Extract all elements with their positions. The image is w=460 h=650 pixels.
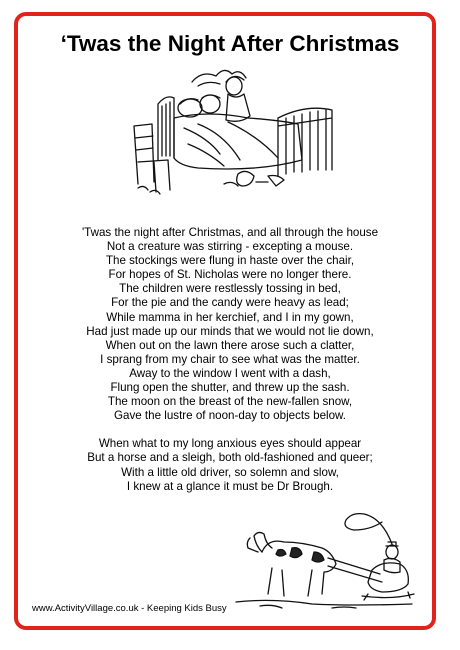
stanza-2 (0, 437, 460, 493)
poem-line: 'Twas the night after Christmas, and all through the house (81, 226, 379, 239)
poem-line: But a horse and a sleigh, both old-fashioned and queer; (87, 451, 373, 465)
poem-line: The stockings were flung in haste over the chair, (105, 254, 355, 268)
poem-line: For the pie and the candy were heavy as lead; (111, 296, 349, 310)
poem-line: Had just made up our minds that we would not lie down, (86, 324, 374, 338)
poem-line: For hopes of St. Nicholas were no longer there. (108, 268, 352, 282)
poem-line: The moon on the breast of the new-fallen snow, (107, 395, 353, 409)
horse-and-sleigh-illustration (232, 508, 416, 610)
poem-title: ‘Twas the Night After Christmas (60, 31, 400, 56)
poem-line: I sprang from my chair to see what was the matter. (100, 352, 360, 366)
poem-line: When what to my long anxious eyes should appear (98, 437, 362, 451)
poem-line: The children were restlessly tossing in bed, (119, 282, 341, 296)
children-in-bed-illustration (128, 64, 340, 200)
poem-line: While mamma in her kerchief, and I in my gown, (106, 310, 354, 324)
stanza-1 (0, 226, 460, 423)
poem-line: Flung open the shutter, and threw up the sash. (110, 381, 350, 395)
poem-body (0, 226, 460, 508)
poem-line: I knew at a glance it must be Dr Brough. (126, 479, 334, 493)
poem-line: With a little old driver, so solemn and slow, (121, 465, 339, 479)
poem-line: When out on the lawn there arose such a clatter, (105, 338, 355, 352)
poem-line: Away to the window I went with a dash, (129, 366, 331, 380)
poem-line: Gave the lustre of noon-day to objects below. (113, 409, 347, 423)
footer-credit: www.ActivityVillage.co.uk - Keeping Kids Busy (32, 603, 227, 614)
poem-line: Not a creature was stirring - excepting a mouse. (106, 240, 354, 254)
